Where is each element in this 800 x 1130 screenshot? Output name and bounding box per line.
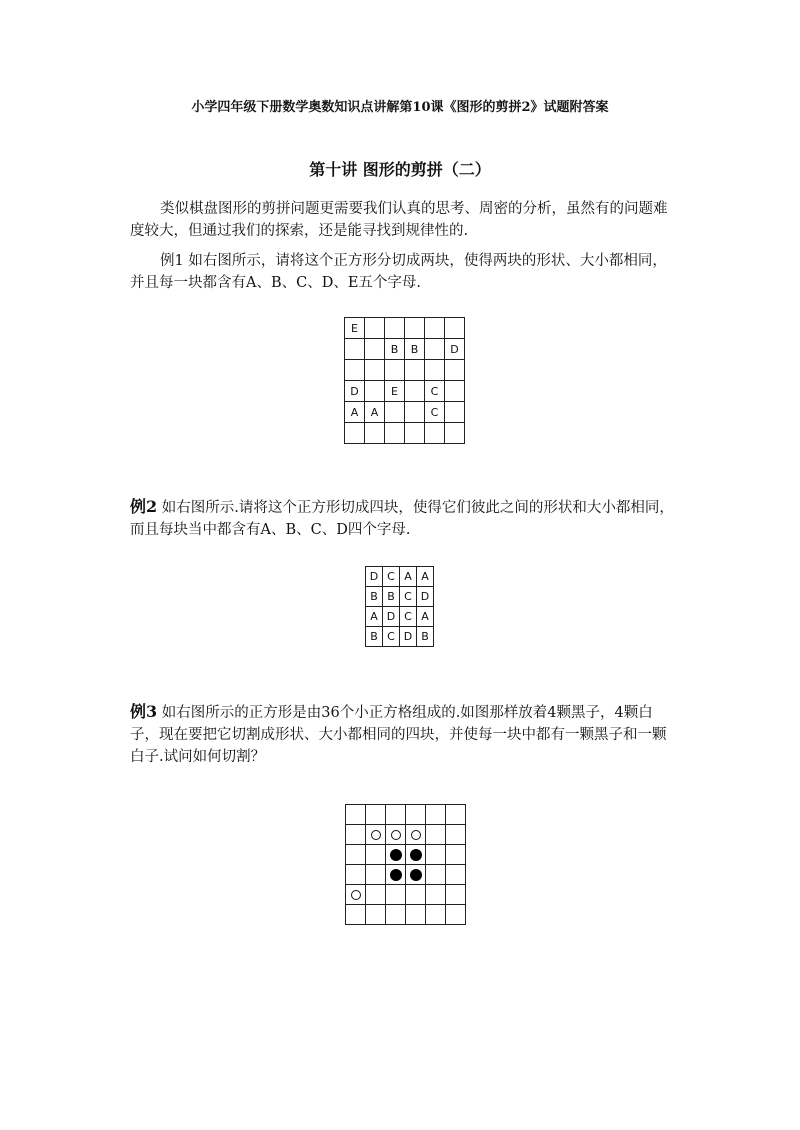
grid-cell: B — [405, 339, 425, 360]
grid-row — [366, 627, 434, 647]
white-stone — [371, 830, 381, 840]
grid-cell — [346, 865, 366, 885]
black-stone — [390, 849, 402, 861]
grid-cell — [445, 318, 465, 339]
grid-cell — [445, 402, 465, 423]
grid-cell: E — [385, 381, 405, 402]
grid-cell — [385, 423, 405, 444]
black-stone — [410, 869, 422, 881]
grid-cell: B — [417, 627, 434, 647]
grid-cell: B — [385, 339, 405, 360]
grid-row — [346, 905, 466, 925]
grid-cell — [406, 865, 426, 885]
grid-cell — [406, 845, 426, 865]
white-stone — [391, 830, 401, 840]
grid-cell — [365, 360, 385, 381]
grid-cell — [406, 805, 426, 825]
grid-cell — [425, 423, 445, 444]
grid-row — [346, 805, 466, 825]
grid-cell — [446, 905, 466, 925]
example1-text: 例1 如右图所示，请将这个正方形分切成两块，使得两块的形状、大小都相同，并且每一块都含有A、B、C、D、E五个字母. — [130, 253, 667, 291]
grid-cell — [385, 360, 405, 381]
grid-cell — [386, 825, 406, 845]
grid-cell — [425, 360, 445, 381]
grid-cell — [425, 339, 445, 360]
grid-row — [345, 339, 465, 360]
grid-cell: C — [425, 381, 445, 402]
grid-cell — [346, 825, 366, 845]
example3-body: 如右图所示的正方形是由36个小正方格组成的.如图那样放着4颗黑子，4颗白子，现在要把它切割成形状、大小都相同的四块，并使每一块中都有一颗黑子和一颗白子.试问如何切割？ — [130, 705, 667, 765]
black-stone — [410, 849, 422, 861]
grid-cell — [345, 339, 365, 360]
grid-cell: C — [383, 627, 400, 647]
grid-cell — [366, 845, 386, 865]
example2-body: 如右图所示.请将这个正方形切成四块，使得它们彼此之间的形状和大小都相同，而且每块当中都含有A、B、C、D四个字母. — [130, 500, 674, 538]
grid-cell — [445, 360, 465, 381]
grid-row — [345, 318, 465, 339]
grid-cell — [426, 865, 446, 885]
grid-cell: D — [417, 587, 434, 607]
grid-row — [346, 825, 466, 845]
grid-cell — [406, 905, 426, 925]
grid-cell — [405, 360, 425, 381]
example3-text — [130, 701, 680, 768]
grid-cell — [426, 845, 446, 865]
intro-paragraph: 类似棋盘图形的剪拼问题更需要我们认真的思考、周密的分析，虽然有的问题难度较大，但通过我们的探索，还是能寻找到规律性的. — [130, 201, 668, 239]
grid-cell — [365, 339, 385, 360]
grid-cell — [406, 825, 426, 845]
grid-cell — [346, 885, 366, 905]
grid-cell — [405, 318, 425, 339]
grid-cell — [366, 825, 386, 845]
grid-cell: B — [383, 587, 400, 607]
grid-cell: A — [417, 567, 434, 587]
grid-cell — [365, 318, 385, 339]
document-title: 小学四年级下册数学奥数知识点讲解第10课《图形的剪拼2》试题附答案 — [191, 100, 609, 115]
grid-cell — [426, 825, 446, 845]
grid-cell: A — [417, 607, 434, 627]
grid-cell — [406, 885, 426, 905]
grid-row — [346, 865, 466, 885]
grid-cell: C — [425, 402, 445, 423]
grid-cell — [446, 825, 466, 845]
grid-row — [345, 360, 465, 381]
grid-cell: C — [400, 587, 417, 607]
grid-cell: A — [345, 402, 365, 423]
grid-cell — [366, 865, 386, 885]
grid-row — [345, 402, 465, 423]
grid-cell: D — [400, 627, 417, 647]
grid-cell — [445, 423, 465, 444]
grid-cell — [365, 423, 385, 444]
white-stone — [411, 830, 421, 840]
example2-label: 例2 — [130, 497, 158, 516]
grid-cell — [346, 905, 366, 925]
grid-cell: E — [345, 318, 365, 339]
grid-row — [345, 381, 465, 402]
grid-cell — [426, 805, 446, 825]
grid-cell: D — [366, 567, 383, 587]
grid-cell: A — [400, 567, 417, 587]
grid-row — [346, 885, 466, 905]
grid-cell — [385, 402, 405, 423]
grid-cell — [386, 845, 406, 865]
grid-cell — [345, 423, 365, 444]
grid-cell — [386, 865, 406, 885]
grid-cell: C — [400, 607, 417, 627]
grid-cell — [446, 865, 466, 885]
example2-text — [130, 496, 680, 541]
grid-cell — [426, 885, 446, 905]
white-stone — [351, 890, 361, 900]
example2-letter-grid — [365, 566, 434, 647]
lecture-title: 第十讲 图形的剪拼（二） — [309, 160, 491, 179]
grid-cell — [366, 885, 386, 905]
grid-cell: C — [383, 567, 400, 587]
grid-row — [366, 587, 434, 607]
grid-cell — [346, 805, 366, 825]
grid-cell — [405, 402, 425, 423]
example3-label: 例3 — [130, 702, 158, 721]
grid-cell — [366, 905, 386, 925]
grid-cell — [385, 318, 405, 339]
grid-row — [366, 607, 434, 627]
grid-cell: A — [366, 607, 383, 627]
grid-cell: D — [345, 381, 365, 402]
grid-cell — [386, 805, 406, 825]
example3-stone-grid — [345, 804, 466, 925]
grid-cell — [405, 423, 425, 444]
grid-cell — [346, 845, 366, 865]
black-stone — [390, 869, 402, 881]
grid-row — [366, 567, 434, 587]
grid-cell — [446, 845, 466, 865]
grid-cell: B — [366, 587, 383, 607]
grid-cell — [366, 805, 386, 825]
grid-cell — [365, 381, 385, 402]
grid-cell: B — [366, 627, 383, 647]
example1-letter-grid — [344, 317, 465, 444]
grid-cell — [425, 318, 445, 339]
grid-cell — [405, 381, 425, 402]
grid-cell — [426, 905, 446, 925]
grid-cell — [345, 360, 365, 381]
grid-cell: A — [365, 402, 385, 423]
grid-cell — [446, 885, 466, 905]
grid-cell: D — [383, 607, 400, 627]
grid-row — [346, 845, 466, 865]
grid-cell: D — [445, 339, 465, 360]
grid-row — [345, 423, 465, 444]
grid-cell — [386, 905, 406, 925]
grid-cell — [445, 381, 465, 402]
grid-cell — [446, 805, 466, 825]
grid-cell — [386, 885, 406, 905]
